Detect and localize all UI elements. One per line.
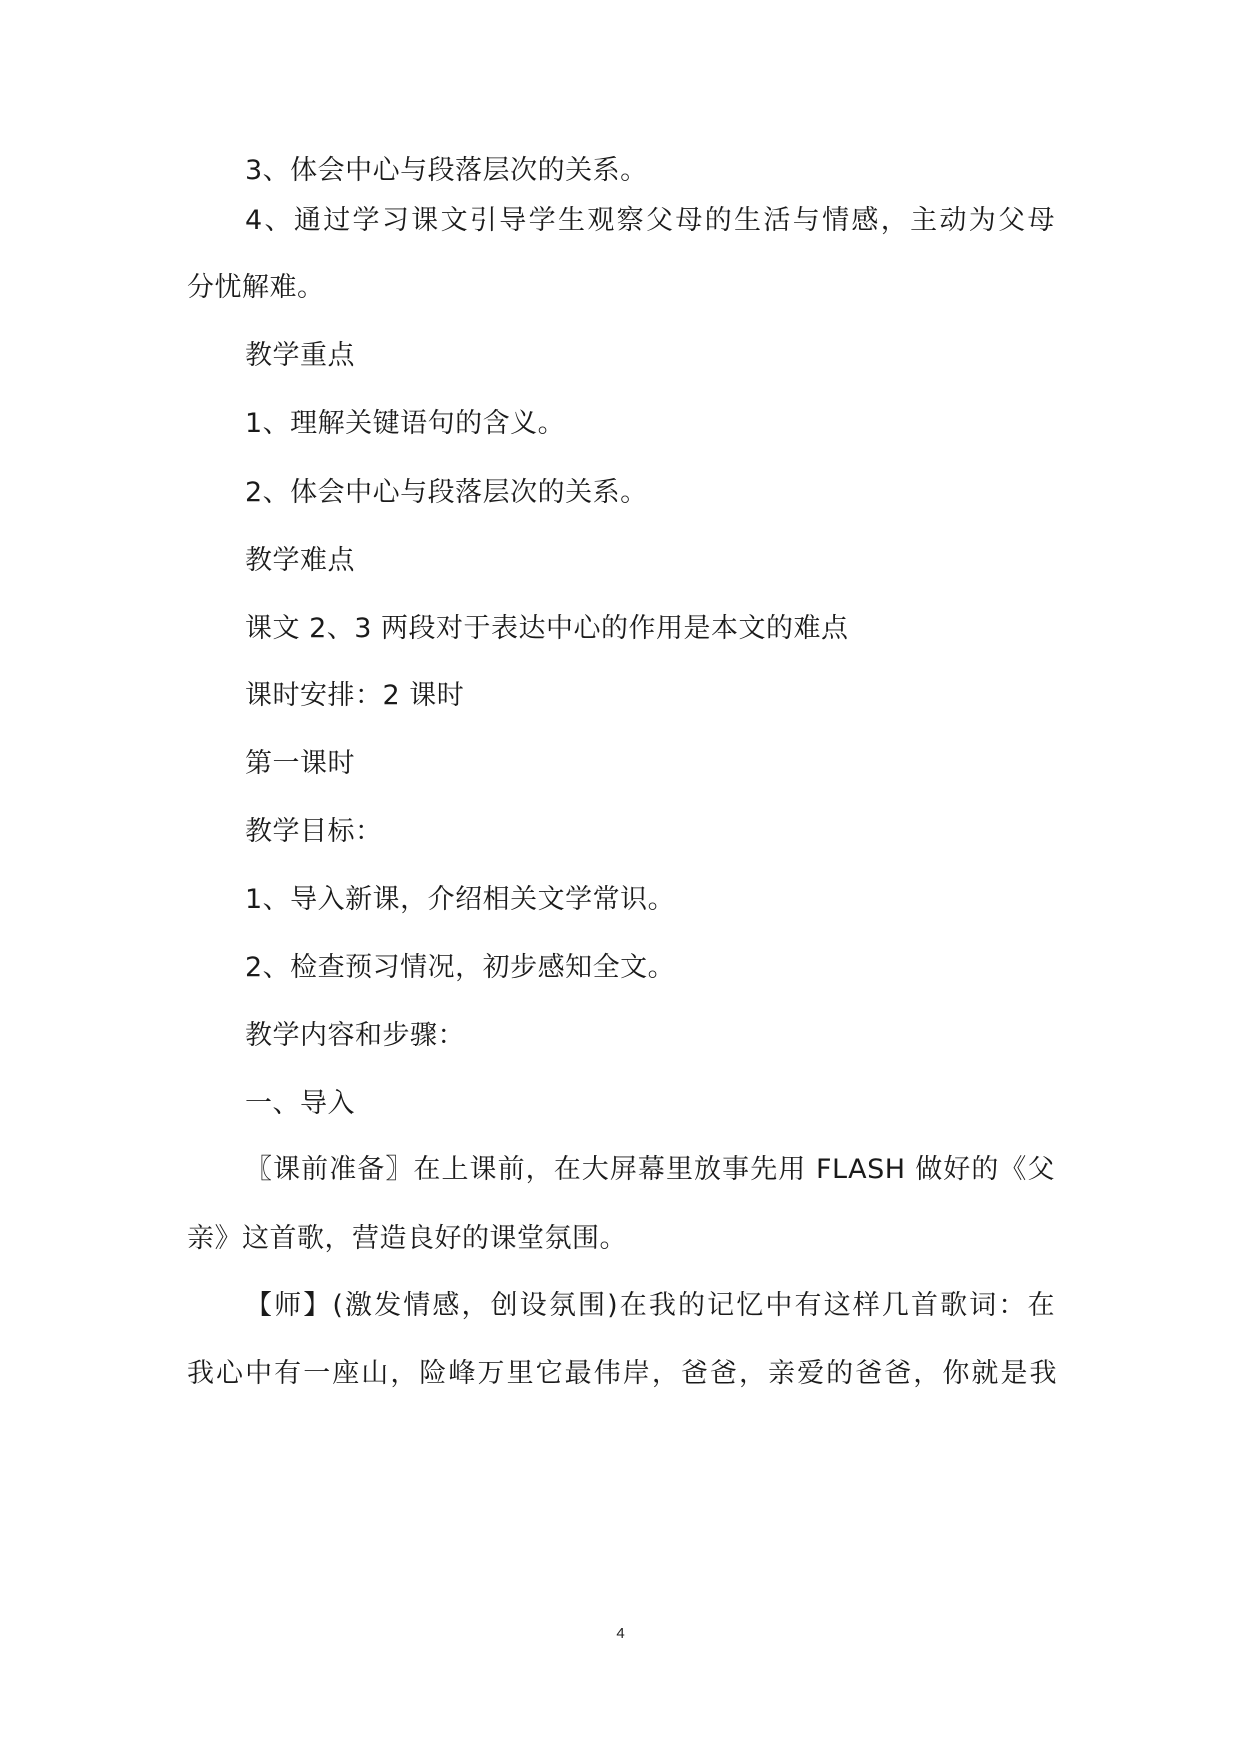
paragraph-line: 2、检查预习情况，初步感知全文。 <box>245 952 676 983</box>
paragraph-line: 我心中有一座山，险峰万里它最伟岸，爸爸，亲爱的爸爸，你就是我 <box>187 1358 1057 1389</box>
paragraph-line: 亲》这首歌，营造良好的课堂氛围。 <box>187 1223 627 1254</box>
paragraph-line: 4、通过学习课文引导学生观察父母的生活与情感，主动为父母 <box>245 205 1055 236</box>
section-heading: 教学目标： <box>245 816 383 847</box>
paragraph-line: 分忧解难。 <box>187 272 325 303</box>
paragraph-line: 1、导入新课，介绍相关文学常识。 <box>245 884 676 915</box>
section-heading: 第一课时 <box>245 748 355 779</box>
paragraph-line: 课文 2、3 两段对于表达中心的作用是本文的难点 <box>245 613 849 644</box>
section-heading: 教学内容和步骤： <box>245 1020 465 1051</box>
section-heading: 教学重点 <box>245 340 355 371</box>
paragraph-line: 【师】(激发情感，创设氛围)在我的记忆中有这样几首歌词：在 <box>245 1290 1055 1321</box>
paragraph-line: 〖课前准备〗在上课前，在大屏幕里放事先用 FLASH 做好的《父 <box>245 1154 1055 1185</box>
page-number: 4 <box>616 1625 625 1642</box>
paragraph-line: 课时安排：2 课时 <box>245 680 465 711</box>
section-heading: 教学难点 <box>245 545 355 576</box>
paragraph-line: 1、理解关键语句的含义。 <box>245 408 566 439</box>
paragraph-line: 2、体会中心与段落层次的关系。 <box>245 477 648 508</box>
paragraph-line: 3、体会中心与段落层次的关系。 <box>245 155 648 186</box>
section-heading: 一、导入 <box>245 1088 355 1119</box>
